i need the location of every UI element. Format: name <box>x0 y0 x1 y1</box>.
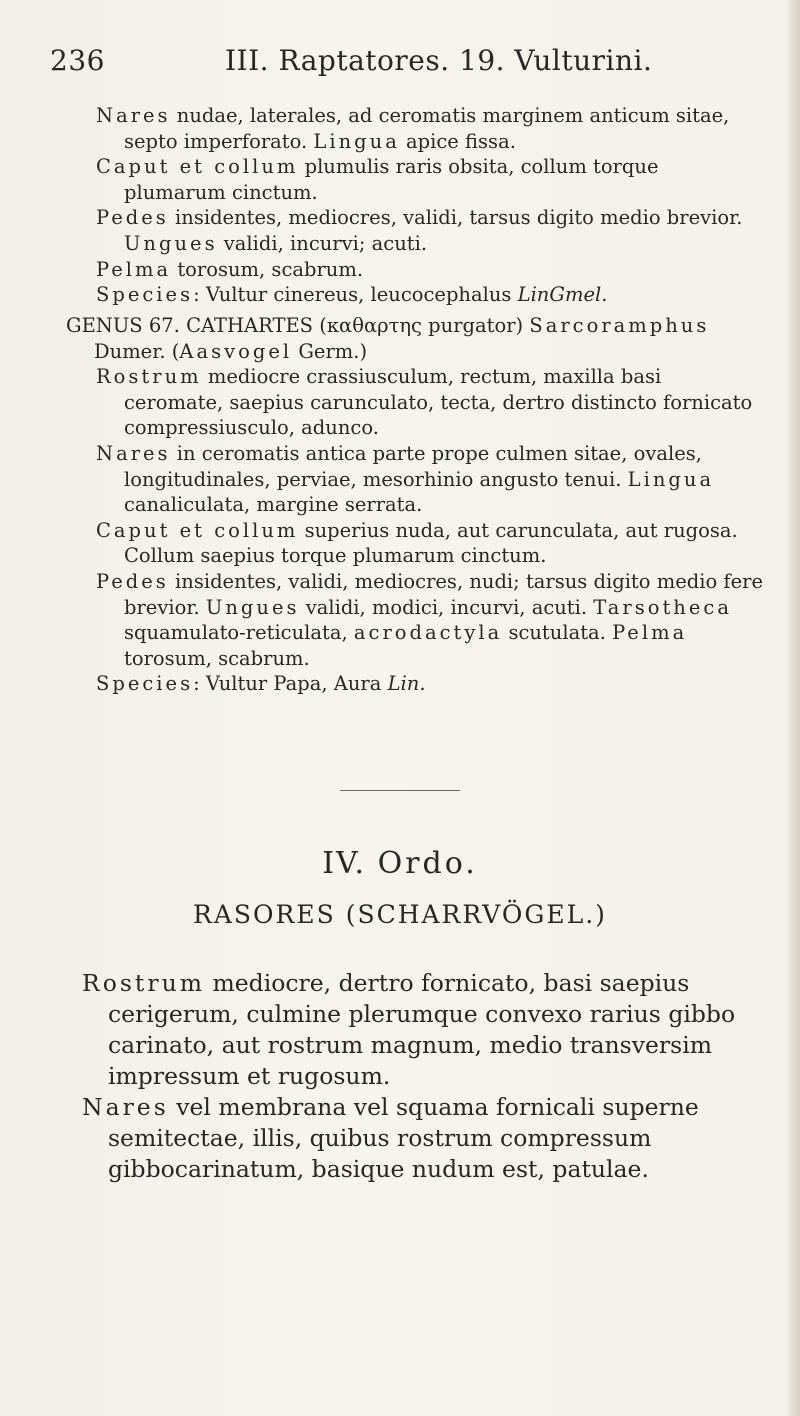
term: Rostrum <box>82 969 205 997</box>
genus-greek: (καθαρτης purgator) <box>319 314 524 337</box>
term: Species <box>96 283 194 307</box>
term: Rostrum <box>96 365 202 389</box>
ordo-german: (SCHARRVÖGEL.) <box>345 900 607 929</box>
running-title: III. Raptatores. 19. Vulturini. <box>225 44 653 77</box>
paragraph-species <box>96 671 766 697</box>
text: torosum, scabrum. <box>171 257 364 281</box>
term: Nares <box>96 104 171 127</box>
text: squamulato-reticulata, <box>124 621 354 645</box>
text: scutulata. <box>502 621 613 645</box>
term: Tarsotheca <box>593 595 732 619</box>
ordo-name <box>0 900 800 929</box>
paragraph-rostrum <box>82 968 772 1092</box>
text: validi, incurvi; acuti. <box>217 231 428 255</box>
text: torosum, scabrum. <box>124 646 310 670</box>
synonym-term: Sarcoramphus <box>529 314 710 337</box>
text: plumulis raris obsita, collum torque plumarum cinctum. <box>124 155 659 204</box>
paragraph-caput <box>96 154 766 205</box>
text: insidentes, mediocres, validi, tarsus digito medio brevior. <box>168 206 743 230</box>
page-number: 236 <box>50 44 105 77</box>
text: insidentes, validi, mediocres, nudi; tarsus digito medio fere brevior. <box>124 569 764 619</box>
term: acrodactyla <box>353 621 503 645</box>
term: Caput et collum <box>96 518 299 542</box>
term: Species <box>96 672 194 696</box>
text: mediocre, dertro fornicato, basi saepius cerigerum, culmine plerumque convexo rarius gibbo carinato, aut rostrum magnum, medio transversim impressum et rugosum. <box>108 969 736 1090</box>
text: in ceromatis antica parte prope culmen sitae, ovales, longitudinales, perviae, mesorhinio angusto tenui. <box>124 441 702 491</box>
genus-heading <box>66 313 766 364</box>
text: vel membrana vel squama fornicali superne semitectae, illis, quibus rostrum compressum gibbocarinatum, basique nudum est, patulae. <box>108 1093 699 1183</box>
term: Pelma <box>96 257 172 281</box>
term: Pelma <box>612 621 688 645</box>
text: : Vultur Papa, Aura <box>193 672 388 696</box>
paragraph-pelma <box>96 257 766 283</box>
term: Lingua <box>627 467 715 491</box>
term: Ungues <box>124 231 218 255</box>
synonym-text: Dumer. ( <box>94 339 180 363</box>
term: Nares <box>96 441 171 465</box>
term: Nares <box>82 1093 169 1121</box>
term: Pedes <box>96 569 169 593</box>
text: superius nuda, aut carunculata, aut rugosa. Collum saepius torque plumarum cinctum. <box>124 518 738 568</box>
ordo-word: Ordo. <box>377 846 478 881</box>
genus-label: GENUS 67. CATHARTES <box>66 314 314 337</box>
text: apice fissa. <box>399 129 516 153</box>
paragraph-pedes <box>96 205 766 256</box>
paragraph-pedes <box>96 569 766 671</box>
author: Lin. <box>387 672 426 696</box>
author: LinGmel. <box>517 283 608 307</box>
term: Caput et collum <box>96 155 299 179</box>
ordo-latin: RASORES <box>193 900 336 929</box>
text: validi, modici, incurvi, acuti. <box>299 595 594 619</box>
german-text: Germ.) <box>292 339 368 363</box>
text: mediocre crassiusculum, rectum, maxilla basi ceromate, saepius carunculato, tecta, dertro distincto fornicato compressiusculo, adunco. <box>124 365 753 440</box>
ordo-number: IV. <box>322 846 367 881</box>
text: canaliculata, margine serrata. <box>124 493 423 517</box>
paragraph-species <box>96 282 766 308</box>
term: Lingua <box>313 129 400 153</box>
term: Pedes <box>96 206 169 230</box>
genus-67-cathartes <box>66 313 766 697</box>
paragraph-nares <box>82 1092 772 1185</box>
rasores-description <box>82 968 772 1185</box>
paragraph-nares-lingua <box>96 103 766 154</box>
text: nudae, laterales, ad ceromatis marginem anticum sitae, septo imperforato. <box>124 104 730 153</box>
section-divider <box>340 790 460 791</box>
paragraph-caput <box>96 518 766 569</box>
paragraph-rostrum <box>96 364 766 441</box>
ordo-heading <box>0 846 800 881</box>
text: : Vultur cinereus, leucocephalus <box>193 283 518 307</box>
german-term: Aasvogel <box>179 339 293 363</box>
running-header <box>50 44 750 94</box>
genus-66-description-end <box>96 103 766 308</box>
term: Ungues <box>205 595 300 619</box>
page-edge-shadow <box>786 0 800 1416</box>
paragraph-nares-lingua <box>96 441 766 518</box>
